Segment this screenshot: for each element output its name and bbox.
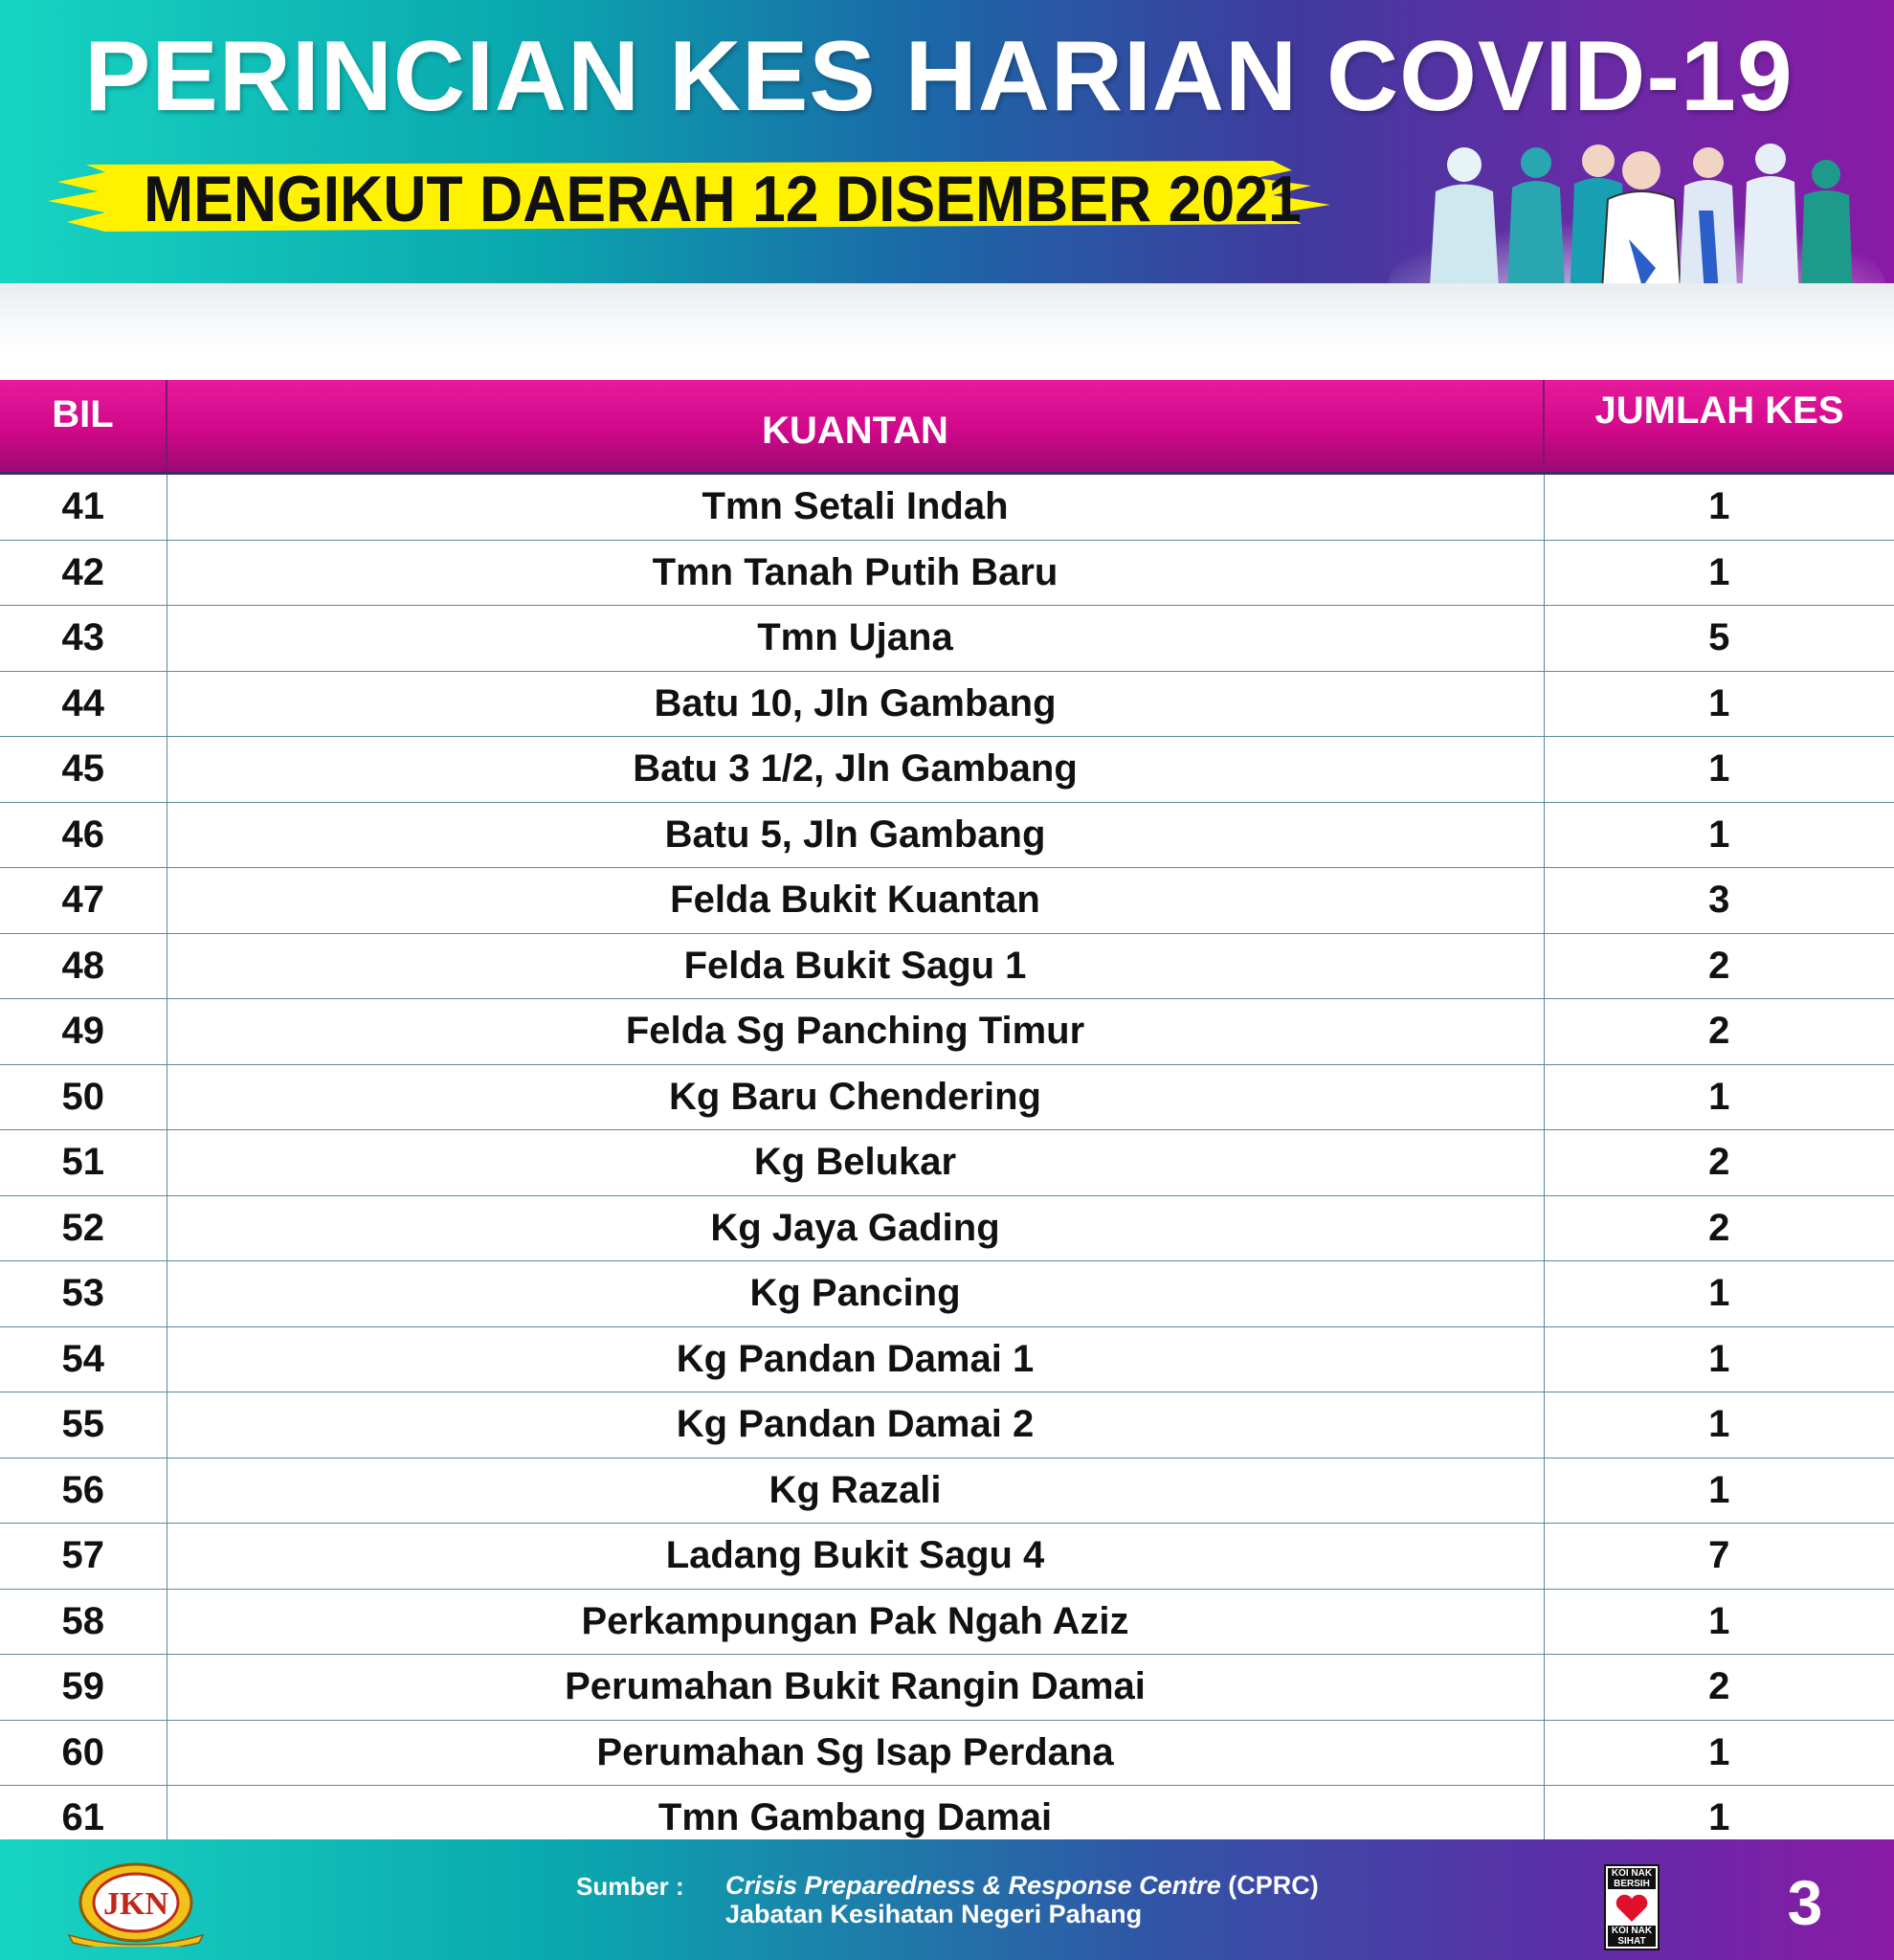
- row-count: 2: [1544, 1655, 1894, 1721]
- row-location: Tmn Setali Indah: [167, 474, 1544, 541]
- table-row: [0, 933, 1894, 999]
- row-bil: 56: [0, 1458, 167, 1524]
- row-location: Batu 10, Jln Gambang: [167, 671, 1544, 737]
- row-count: 1: [1544, 474, 1894, 541]
- row-location: Kg Pandan Damai 2: [167, 1392, 1544, 1459]
- table-row: [0, 802, 1894, 868]
- source-org-name: Crisis Preparedness & Response Centre: [725, 1871, 1221, 1900]
- column-header-count: JUMLAH KES: [1544, 380, 1894, 474]
- row-location: Tmn Tanah Putih Baru: [167, 540, 1544, 606]
- header-fade: [0, 283, 1894, 350]
- row-bil: 55: [0, 1392, 167, 1459]
- table-row: [0, 1130, 1894, 1196]
- row-bil: 50: [0, 1064, 167, 1130]
- medical-staff-illustration: [1378, 124, 1894, 283]
- row-count: 1: [1544, 1326, 1894, 1392]
- row-bil: 51: [0, 1130, 167, 1196]
- row-location: Kg Razali: [167, 1458, 1544, 1524]
- row-location: Kg Belukar: [167, 1130, 1544, 1196]
- koi-nak-bersih-badge: [1604, 1864, 1660, 1950]
- row-count: 2: [1544, 933, 1894, 999]
- table-row: [0, 1064, 1894, 1130]
- table-row: [0, 671, 1894, 737]
- row-bil: 42: [0, 540, 167, 606]
- row-count: 2: [1544, 999, 1894, 1065]
- table-row: [0, 868, 1894, 934]
- column-header-bil: BIL: [0, 380, 167, 474]
- table-row: [0, 1655, 1894, 1721]
- row-count: 1: [1544, 1392, 1894, 1459]
- row-bil: 57: [0, 1524, 167, 1590]
- table-row: [0, 1392, 1894, 1459]
- header-banner: [0, 0, 1894, 283]
- table-row: [0, 606, 1894, 672]
- row-count: 2: [1544, 1130, 1894, 1196]
- row-location: Perumahan Sg Isap Perdana: [167, 1720, 1544, 1786]
- page-number: 3: [1787, 1867, 1823, 1938]
- column-header-district: KUANTAN: [167, 380, 1544, 474]
- row-count: 1: [1544, 1064, 1894, 1130]
- row-location: Kg Pandan Damai 1: [167, 1326, 1544, 1392]
- row-bil: 41: [0, 474, 167, 541]
- row-bil: 45: [0, 737, 167, 803]
- row-bil: 48: [0, 933, 167, 999]
- row-location: Ladang Bukit Sagu 4: [167, 1524, 1544, 1590]
- source-organisation: [725, 1871, 1319, 1901]
- row-count: 1: [1544, 1458, 1894, 1524]
- row-count: 1: [1544, 1261, 1894, 1327]
- table-row: [0, 999, 1894, 1065]
- row-count: 1: [1544, 671, 1894, 737]
- row-count: 1: [1544, 540, 1894, 606]
- row-location: Perkampungan Pak Ngah Aziz: [167, 1589, 1544, 1655]
- table-row: [0, 1458, 1894, 1524]
- subtitle-highlight: [48, 153, 1340, 239]
- row-count: 1: [1544, 1720, 1894, 1786]
- koi-badge-top-text: KOI NAK BERSIH: [1608, 1868, 1656, 1889]
- row-bil: 61: [0, 1786, 167, 1852]
- row-count: 1: [1544, 1589, 1894, 1655]
- row-bil: 58: [0, 1589, 167, 1655]
- table-row: [0, 474, 1894, 541]
- row-location: Kg Baru Chendering: [167, 1064, 1544, 1130]
- page-title: PERINCIAN KES HARIAN COVID-19: [84, 21, 1794, 132]
- table-row: [0, 1589, 1894, 1655]
- row-bil: 59: [0, 1655, 167, 1721]
- table-row: [0, 1195, 1894, 1261]
- row-location: Kg Pancing: [167, 1261, 1544, 1327]
- row-count: 1: [1544, 737, 1894, 803]
- row-bil: 47: [0, 868, 167, 934]
- table-row: [0, 1720, 1894, 1786]
- row-bil: 60: [0, 1720, 167, 1786]
- row-count: 1: [1544, 1786, 1894, 1852]
- logo-letters: JKN: [103, 1886, 168, 1922]
- table-row: [0, 1326, 1894, 1392]
- source-department: Jabatan Kesihatan Negeri Pahang: [725, 1900, 1143, 1928]
- row-bil: 46: [0, 802, 167, 868]
- page-subtitle: MENGIKUT DAERAH 12 DISEMBER 2021: [144, 163, 1302, 235]
- row-location: Felda Sg Panching Timur: [167, 999, 1544, 1065]
- row-bil: 44: [0, 671, 167, 737]
- row-location: Felda Bukit Sagu 1: [167, 933, 1544, 999]
- table-row: [0, 1261, 1894, 1327]
- row-bil: 53: [0, 1261, 167, 1327]
- row-count: 5: [1544, 606, 1894, 672]
- table-row: [0, 1524, 1894, 1590]
- table-row: [0, 540, 1894, 606]
- source-org-abbr: (CPRC): [1220, 1871, 1319, 1900]
- table-row: [0, 737, 1894, 803]
- row-location: Batu 3 1/2, Jln Gambang: [167, 737, 1544, 803]
- row-location: Tmn Ujana: [167, 606, 1544, 672]
- row-count: 2: [1544, 1195, 1894, 1261]
- heart-icon: [1614, 1893, 1650, 1924]
- cases-table: [0, 380, 1894, 1852]
- row-location: Perumahan Bukit Rangin Damai: [167, 1655, 1544, 1721]
- koi-badge-bottom-text: KOI NAK SIHAT: [1608, 1926, 1656, 1947]
- row-location: Tmn Gambang Damai: [167, 1786, 1544, 1852]
- row-bil: 52: [0, 1195, 167, 1261]
- row-count: 7: [1544, 1524, 1894, 1590]
- row-bil: 43: [0, 606, 167, 672]
- row-count: 1: [1544, 802, 1894, 868]
- row-location: Felda Bukit Kuantan: [167, 868, 1544, 934]
- table-header-row: [0, 380, 1894, 474]
- row-count: 3: [1544, 868, 1894, 934]
- row-bil: 54: [0, 1326, 167, 1392]
- jkn-pahang-logo: [59, 1859, 212, 1947]
- source-label: Sumber :: [576, 1872, 684, 1901]
- footer-bar: [0, 1839, 1894, 1960]
- row-location: Batu 5, Jln Gambang: [167, 802, 1544, 868]
- row-location: Kg Jaya Gading: [167, 1195, 1544, 1261]
- row-bil: 49: [0, 999, 167, 1065]
